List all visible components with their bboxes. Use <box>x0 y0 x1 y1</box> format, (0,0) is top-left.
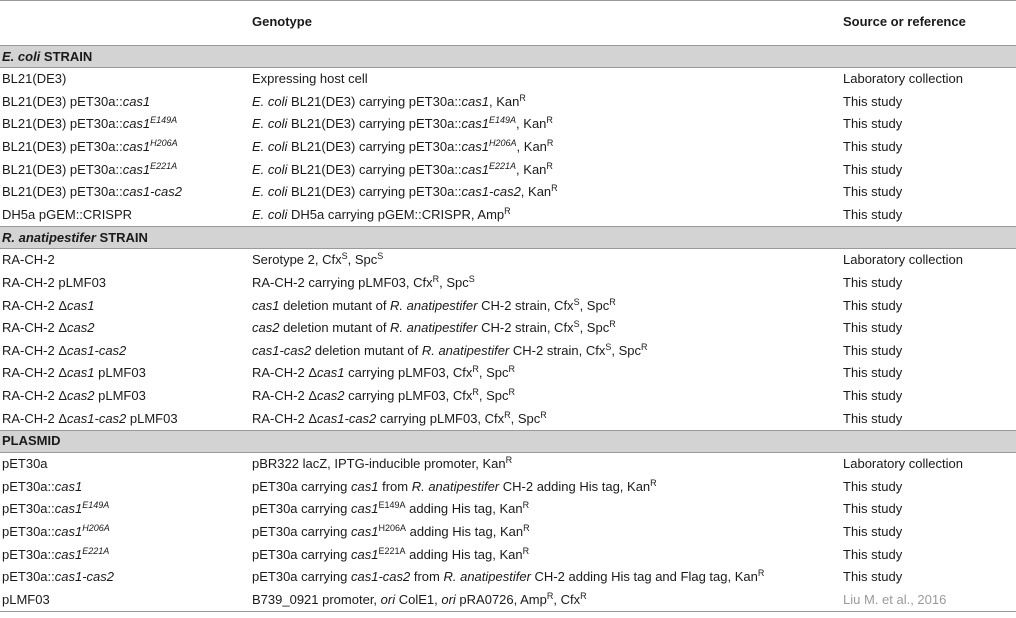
genotype-cell <box>248 158 842 181</box>
superscript: R <box>546 138 554 149</box>
text-segment: This study <box>843 365 903 381</box>
text-segment: BL21(DE3) carrying pET30a:: <box>287 116 462 132</box>
text-segment: , Spc <box>439 275 469 291</box>
superscript: R <box>546 160 553 171</box>
text-segment: RA-CH-2 <box>2 252 55 268</box>
italic-text: cas1-cas2 <box>122 184 182 200</box>
strain-cell <box>0 317 248 340</box>
text-segment: This study <box>843 161 903 177</box>
header-row <box>0 1 1016 46</box>
text-segment: RA-CH-2 Δ <box>2 342 68 358</box>
strain-cell <box>0 204 248 227</box>
strain-cell <box>0 249 248 272</box>
table-row <box>0 272 1016 295</box>
superscript: R <box>504 409 511 420</box>
text-segment: CH-2 strain, Cfx <box>477 320 574 336</box>
italic-text: cas1 <box>351 546 379 562</box>
italic-text: R. anatipestifer <box>411 478 500 494</box>
genotype-cell <box>248 543 842 566</box>
text-segment: pET30a carrying <box>252 569 351 585</box>
superscript <box>489 161 516 171</box>
text-segment: pET30a carrying <box>252 478 351 494</box>
text-segment: , Kan <box>489 93 520 109</box>
text-segment: This study <box>843 297 903 313</box>
text-segment: , Spc <box>579 320 610 336</box>
source-cell <box>842 452 1016 475</box>
text-segment: Laboratory collection <box>843 252 963 268</box>
genotype-cell <box>248 362 842 385</box>
genotype-cell <box>248 294 842 317</box>
superscript: R <box>546 115 553 126</box>
text-segment: carrying pLMF03, Cfx <box>344 365 473 381</box>
superscript-text: E221A <box>489 160 517 171</box>
table-row <box>0 136 1016 159</box>
superscript: R <box>522 545 530 556</box>
source-cell <box>842 294 1016 317</box>
text-segment: B739_0921 promoter, <box>252 591 381 607</box>
superscript: R <box>546 590 554 601</box>
table-body <box>0 46 1016 612</box>
italic-text: cas1 <box>351 478 379 494</box>
superscript <box>82 546 109 556</box>
strain-cell <box>0 181 248 204</box>
italic-text: cas1-cas2 <box>67 410 127 426</box>
text-segment: DH5a carrying pGEM::CRISPR, Amp <box>287 206 505 222</box>
text-segment: deletion mutant of <box>311 342 422 358</box>
text-segment: Laboratory collection <box>843 456 963 472</box>
text-segment: RA-CH-2 Δ <box>2 320 68 336</box>
text-segment: This study <box>843 410 903 426</box>
superscript: R <box>540 409 547 420</box>
superscript: R <box>580 590 587 601</box>
text-segment: , Kan <box>520 184 552 200</box>
superscript: R <box>472 387 479 398</box>
italic-text: cas1 <box>461 161 490 177</box>
text-segment: , Kan <box>516 116 547 132</box>
text-segment: PLASMID <box>2 433 61 449</box>
text-segment: pET30a:: <box>2 523 55 539</box>
table-row <box>0 158 1016 181</box>
text-segment: This study <box>843 184 903 200</box>
source-cell <box>842 498 1016 521</box>
text-segment: Expressing host cell <box>252 71 368 87</box>
text-segment: adding His tag, Kan <box>405 546 523 562</box>
text-segment: This study <box>843 478 903 494</box>
italic-text: E. coli <box>252 206 288 222</box>
strain-cell <box>0 362 248 385</box>
superscript <box>150 115 177 125</box>
italic-text: cas1 <box>54 546 83 562</box>
italic-text: cas1 <box>122 139 151 155</box>
italic-text: R. anatipestifer <box>390 297 478 313</box>
strain-cell <box>0 476 248 499</box>
superscript: R <box>472 364 479 375</box>
italic-text: cas1 <box>317 365 345 381</box>
text-segment: BL21(DE3) pET30a:: <box>2 139 123 155</box>
italic-text: cas1 <box>67 297 95 313</box>
superscript: R <box>508 387 515 398</box>
section-header-row <box>0 46 1016 68</box>
text-segment: BL21(DE3) carrying pET30a:: <box>287 161 462 177</box>
superscript: R <box>505 455 513 466</box>
superscript-text: E221A <box>150 160 178 171</box>
table-row <box>0 452 1016 475</box>
text-segment: , Cfx <box>553 591 581 607</box>
italic-text: cas1 <box>54 501 83 517</box>
superscript: R <box>650 477 657 488</box>
text-segment: carrying pLMF03, Cfx <box>344 388 473 404</box>
table-row <box>0 407 1016 430</box>
superscript <box>489 138 517 148</box>
superscript: R <box>519 92 526 103</box>
source-cell <box>842 68 1016 91</box>
text-segment: This study <box>843 523 903 539</box>
superscript <box>150 161 177 171</box>
text-segment: pLMF03 <box>94 388 146 404</box>
text-segment: pLMF03 <box>94 365 146 381</box>
source-cell <box>842 385 1016 408</box>
source-cell <box>842 204 1016 227</box>
table-row <box>0 543 1016 566</box>
text-segment: from <box>378 478 412 494</box>
section-title <box>0 46 1016 68</box>
text-segment: This study <box>843 93 903 109</box>
text-segment: , Spc <box>510 410 541 426</box>
section-title <box>0 227 1016 249</box>
source-cell <box>842 181 1016 204</box>
source-cell <box>842 158 1016 181</box>
italic-text: E. coli <box>252 116 288 132</box>
italic-text: cas1 <box>54 478 83 494</box>
text-segment: adding His tag, Kan <box>406 523 524 539</box>
text-segment: , Spc <box>478 388 509 404</box>
text-segment: BL21(DE3) pET30a:: <box>2 93 123 109</box>
text-segment: RA-CH-2 Δ <box>2 388 68 404</box>
superscript: R <box>504 205 511 216</box>
genotype-cell <box>248 204 842 227</box>
genotype-cell <box>248 317 842 340</box>
italic-text: cas1-cas2 <box>67 342 127 358</box>
italic-text: E. coli <box>252 184 288 200</box>
italic-text: E. coli <box>252 139 288 155</box>
strain-cell <box>0 452 248 475</box>
italic-text: cas1 <box>351 501 379 517</box>
genotype-cell <box>248 521 842 544</box>
section-title <box>0 430 1016 452</box>
superscript-text: H206A <box>489 138 517 149</box>
table-row <box>0 476 1016 499</box>
table-row <box>0 181 1016 204</box>
superscript: R <box>640 341 648 352</box>
table-row <box>0 385 1016 408</box>
table-row <box>0 204 1016 227</box>
text-segment: pET30a:: <box>2 546 55 562</box>
text-segment: This study <box>843 342 903 358</box>
strain-cell <box>0 272 248 295</box>
table-row <box>0 113 1016 136</box>
text-segment: STRAIN <box>95 229 148 245</box>
reference-link[interactable]: Liu M. et al., 2016 <box>843 591 947 607</box>
strain-cell <box>0 385 248 408</box>
genotype-cell <box>248 249 842 272</box>
superscript: R <box>522 500 530 511</box>
text-segment: RA-CH-2 pLMF03 <box>2 275 107 291</box>
text-segment: This study <box>843 546 903 562</box>
text-segment: This study <box>843 320 903 336</box>
text-segment: pET30a carrying <box>252 501 351 517</box>
table-row <box>0 294 1016 317</box>
text-segment: This study <box>843 388 903 404</box>
italic-text: cas1-cas2 <box>461 184 521 200</box>
italic-text: cas2 <box>67 388 95 404</box>
source-cell <box>842 317 1016 340</box>
superscript <box>82 500 109 510</box>
superscript-text: E149A <box>82 500 110 511</box>
text-segment: BL21(DE3) pET30a:: <box>2 161 123 177</box>
superscript: R <box>551 183 558 194</box>
superscript: S <box>573 296 580 307</box>
text-segment: RA-CH-2 Δ <box>2 297 68 313</box>
genotype-cell <box>248 588 842 611</box>
italic-text: R. anatipestifer <box>2 229 96 245</box>
superscript: R <box>609 319 616 330</box>
text-segment: RA-CH-2 Δ <box>2 365 68 381</box>
header-strain <box>0 1 248 46</box>
text-segment: This study <box>843 501 903 517</box>
text-segment: pLMF03 <box>126 410 178 426</box>
text-segment: pET30a <box>2 456 48 472</box>
text-segment: RA-CH-2 Δ <box>2 410 68 426</box>
text-segment: This study <box>843 275 903 291</box>
source-cell <box>842 340 1016 363</box>
text-segment: This study <box>843 139 903 155</box>
section-header-row <box>0 430 1016 452</box>
text-segment: pBR322 lacZ, IPTG-inducible promoter, Kan <box>252 456 506 472</box>
genotype-cell <box>248 407 842 430</box>
superscript: S <box>377 251 384 262</box>
source-cell <box>842 521 1016 544</box>
text-segment: CH-2 adding His tag, Kan <box>499 478 651 494</box>
superscript: R <box>432 274 440 285</box>
genotype-cell <box>248 136 842 159</box>
genotype-cell <box>248 181 842 204</box>
superscript: H206A <box>378 522 406 533</box>
italic-text: cas1-cas2 <box>317 410 377 426</box>
genotype-cell <box>248 272 842 295</box>
text-segment: This study <box>843 569 903 585</box>
source-cell <box>842 113 1016 136</box>
text-segment: , Spc <box>579 297 610 313</box>
strain-cell <box>0 521 248 544</box>
italic-text: cas2 <box>252 320 280 336</box>
italic-text: cas1-cas2 <box>252 342 312 358</box>
italic-text: cas1 <box>461 93 490 109</box>
italic-text: cas2 <box>67 320 95 336</box>
italic-text: cas1 <box>351 523 379 539</box>
text-segment: BL21(DE3) pET30a:: <box>2 116 123 132</box>
text-segment: from <box>410 569 444 585</box>
superscript: E221A <box>378 545 406 556</box>
text-segment: Serotype 2, Cfx <box>252 252 342 268</box>
table-row <box>0 68 1016 91</box>
text-segment: CH-2 strain, Cfx <box>509 342 606 358</box>
genotype-cell <box>248 498 842 521</box>
italic-text: cas1 <box>122 116 151 132</box>
superscript-text: H206A <box>150 138 178 149</box>
text-segment: , Kan <box>516 161 547 177</box>
text-segment: , Spc <box>611 342 641 358</box>
text-segment: carrying pLMF03, Cfx <box>376 410 505 426</box>
text-segment: RA-CH-2 Δ <box>252 365 318 381</box>
superscript: R <box>757 568 765 579</box>
text-segment: BL21(DE3) carrying pET30a:: <box>287 139 462 155</box>
strain-cell <box>0 588 248 611</box>
superscript <box>150 138 178 148</box>
text-segment: STRAIN <box>40 48 93 64</box>
text-segment: DH5a pGEM::CRISPR <box>2 206 133 222</box>
italic-text: cas1 <box>252 297 280 313</box>
source-cell <box>842 362 1016 385</box>
text-segment: pET30a:: <box>2 478 55 494</box>
text-segment: This study <box>843 116 903 132</box>
italic-text: R. anatipestifer <box>421 342 510 358</box>
text-segment: , Kan <box>516 139 547 155</box>
superscript: E149A <box>378 500 406 511</box>
superscript: R <box>609 296 616 307</box>
genotype-cell <box>248 476 842 499</box>
text-segment: pET30a carrying <box>252 546 351 562</box>
genotype-cell <box>248 68 842 91</box>
italic-text: cas1 <box>67 365 95 381</box>
italic-text: cas1 <box>461 116 490 132</box>
superscript <box>82 523 110 533</box>
text-segment: ColE1, <box>395 591 442 607</box>
superscript: R <box>508 364 515 375</box>
header-source: Source or reference <box>842 1 1016 46</box>
genotype-cell <box>248 91 842 114</box>
table-row <box>0 317 1016 340</box>
genotype-cell <box>248 385 842 408</box>
text-segment: pET30a:: <box>2 501 55 517</box>
text-segment: , Spc <box>478 365 509 381</box>
text-segment: deletion mutant of <box>279 320 391 336</box>
superscript-text: E149A <box>150 115 178 126</box>
header-genotype: Genotype <box>248 1 842 46</box>
superscript <box>489 115 516 125</box>
text-segment: , Spc <box>347 252 378 268</box>
source-cell <box>842 136 1016 159</box>
italic-text: cas1 <box>54 523 83 539</box>
table-row <box>0 588 1016 611</box>
strain-cell <box>0 91 248 114</box>
italic-text: E. coli <box>252 93 288 109</box>
strain-cell <box>0 68 248 91</box>
strain-cell <box>0 294 248 317</box>
italic-text: cas1 <box>461 139 490 155</box>
source-cell <box>842 249 1016 272</box>
strain-cell <box>0 340 248 363</box>
text-segment: RA-CH-2 Δ <box>252 388 318 404</box>
strain-cell <box>0 566 248 589</box>
italic-text: R. anatipestifer <box>443 569 531 585</box>
strain-cell <box>0 407 248 430</box>
italic-text: cas2 <box>317 388 345 404</box>
source-cell <box>842 272 1016 295</box>
strain-cell <box>0 136 248 159</box>
text-segment: pET30a:: <box>2 569 55 585</box>
table-row <box>0 521 1016 544</box>
genotype-cell <box>248 340 842 363</box>
table-row <box>0 249 1016 272</box>
table-row <box>0 340 1016 363</box>
superscript-text: H206A <box>82 522 110 533</box>
text-segment: pRA0726, Amp <box>455 591 547 607</box>
italic-text: cas1 <box>122 93 151 109</box>
source-cell <box>842 566 1016 589</box>
section-header-row <box>0 227 1016 249</box>
source-cell <box>842 476 1016 499</box>
text-segment: CH-2 strain, Cfx <box>477 297 574 313</box>
italic-text: cas1 <box>122 161 151 177</box>
text-segment: BL21(DE3) pET30a:: <box>2 184 123 200</box>
italic-text: ori <box>441 591 456 607</box>
superscript-text: E221A <box>82 545 110 556</box>
text-segment: BL21(DE3) <box>2 71 67 87</box>
text-segment: Laboratory collection <box>843 71 963 87</box>
table-row <box>0 498 1016 521</box>
italic-text: E. coli <box>2 48 41 64</box>
genotype-cell <box>248 566 842 589</box>
italic-text: cas1-cas2 <box>54 569 115 585</box>
text-segment: RA-CH-2 Δ <box>252 410 318 426</box>
superscript: S <box>341 251 348 262</box>
source-cell <box>842 543 1016 566</box>
superscript: S <box>468 274 475 285</box>
source-cell <box>842 407 1016 430</box>
text-segment: adding His tag, Kan <box>405 501 523 517</box>
table-row <box>0 566 1016 589</box>
superscript: S <box>605 341 612 352</box>
superscript: R <box>523 522 530 533</box>
text-segment: BL21(DE3) carrying pET30a:: <box>287 93 462 109</box>
text-segment: CH-2 adding His tag and Flag tag, Kan <box>530 569 758 585</box>
table-row <box>0 91 1016 114</box>
table-row <box>0 362 1016 385</box>
text-segment: BL21(DE3) carrying pET30a:: <box>287 184 462 200</box>
source-cell <box>842 588 1016 611</box>
text-segment: RA-CH-2 carrying pLMF03, Cfx <box>252 275 433 291</box>
genotype-cell <box>248 113 842 136</box>
strain-cell <box>0 543 248 566</box>
italic-text: cas1-cas2 <box>351 569 411 585</box>
text-segment: This study <box>843 206 903 222</box>
italic-text: ori <box>380 591 396 607</box>
superscript: S <box>573 319 580 330</box>
text-segment: deletion mutant of <box>279 297 391 313</box>
text-segment: pET30a carrying <box>252 523 351 539</box>
strain-cell <box>0 113 248 136</box>
strain-cell <box>0 498 248 521</box>
italic-text: R. anatipestifer <box>390 320 478 336</box>
strain-cell <box>0 158 248 181</box>
source-cell <box>842 91 1016 114</box>
superscript-text: E149A <box>489 115 517 126</box>
text-segment: pLMF03 <box>2 591 50 607</box>
italic-text: E. coli <box>252 161 288 177</box>
genotype-cell <box>248 452 842 475</box>
